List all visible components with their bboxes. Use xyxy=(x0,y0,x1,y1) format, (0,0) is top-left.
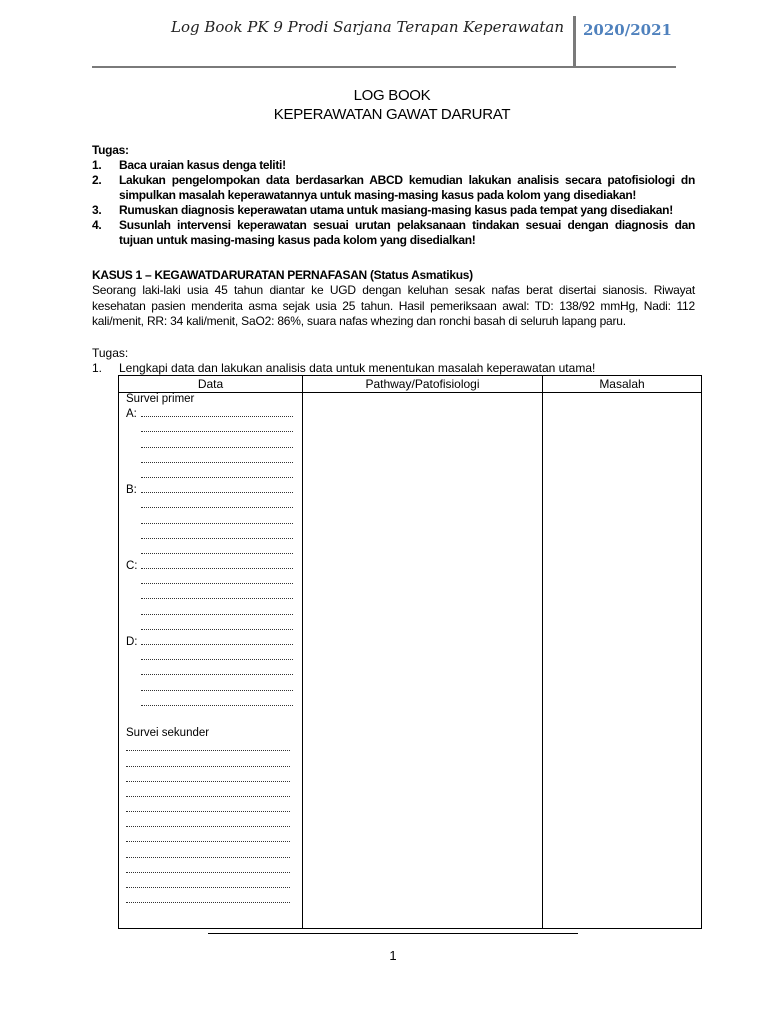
fill-line[interactable] xyxy=(141,408,293,417)
survei-sekunder-label: Survei sekunder xyxy=(126,727,210,740)
header-title: Log Book PK 9 Prodi Sarjana Terapan Keperawatan xyxy=(171,18,564,36)
header-divider xyxy=(573,16,576,66)
fill-line[interactable] xyxy=(141,651,293,660)
tugas2-label: Tugas: xyxy=(92,346,129,360)
task-text: Rumuskan diagnosis keperawatan utama untuk masiang-masing kasus pada tempat yang disediakan! xyxy=(119,203,673,217)
fill-line[interactable] xyxy=(126,758,290,767)
fill-line[interactable] xyxy=(141,621,293,630)
column-divider xyxy=(302,376,303,928)
task-list xyxy=(92,158,695,248)
task-text: Susunlah intervensi keperawatan sesuai urutan pelaksanaan tindakan sesuai dengan diagnosis dan tujuan untuk masing-masing kasus pada kolom yang disedialkan! xyxy=(119,218,695,247)
fill-line[interactable] xyxy=(141,499,293,508)
analysis-table xyxy=(118,375,702,929)
fill-line[interactable] xyxy=(141,454,293,463)
fill-line[interactable] xyxy=(141,682,293,691)
fill-line[interactable] xyxy=(141,590,293,599)
fill-line[interactable] xyxy=(141,560,293,569)
label-b: B: xyxy=(126,484,137,497)
task-number: 3. xyxy=(92,203,102,217)
fill-line[interactable] xyxy=(141,439,293,448)
data-column-cell xyxy=(126,392,296,908)
task-number: 4. xyxy=(92,218,102,232)
fill-line[interactable] xyxy=(126,864,290,873)
task-text: Baca uraian kasus denga teliti! xyxy=(119,158,286,172)
fill-line[interactable] xyxy=(126,818,290,827)
tugas-label: Tugas: xyxy=(92,143,129,157)
task-item xyxy=(92,218,695,248)
fill-line[interactable] xyxy=(141,484,293,493)
label-d: D: xyxy=(126,636,138,648)
footer-rule xyxy=(208,933,578,934)
fill-line[interactable] xyxy=(126,894,290,903)
task-number: 2. xyxy=(92,173,102,187)
column-divider xyxy=(542,376,543,928)
label-a-row xyxy=(126,407,296,422)
doc-title-line1: LOG BOOK xyxy=(353,87,431,104)
task-item xyxy=(92,203,695,218)
fill-line[interactable] xyxy=(126,879,290,888)
label-c: C: xyxy=(126,560,138,573)
fill-line[interactable] xyxy=(141,530,293,539)
fill-line[interactable] xyxy=(126,788,290,797)
fill-line[interactable] xyxy=(141,423,293,432)
fill-line[interactable] xyxy=(141,575,293,584)
task-number: 1. xyxy=(92,158,102,172)
page-number: 1 xyxy=(389,948,397,963)
case-title: KASUS 1 – KEGAWATDARURATAN PERNAFASAN (Status Asmatikus) xyxy=(92,268,473,282)
fill-line[interactable] xyxy=(126,773,290,782)
label-d-row xyxy=(126,635,296,650)
task-text: Lakukan pengelompokan data berdasarkan ABCD kemudian lakukan analisis secara patofisiologi dn simpulkan masalah keperawatannya untuk masing-masing kasus pada kolom yang disediakan! xyxy=(119,173,695,202)
tugas2-text: Lengkapi data dan lakukan analisis data untuk menentukan masalah keperawatan utama! xyxy=(119,361,596,375)
fill-line[interactable] xyxy=(141,545,293,554)
survei-primer-label: Survei primer xyxy=(126,393,195,405)
task-item xyxy=(92,158,695,173)
case-description: Seorang laki-laki usia 45 tahun diantar ke UGD dengan keluhan sesak nafas berat disertai sianosis. Riwayat kesehatan pasien menderita asma sejak usia 25 tahun. Hasil pemeriksaan awal: TD: 138/92 mmHg, Nadi: 112 kali/menit, RR: 34 kali/menit, SaO2: 86%, suara nafas whezing dan ronchi basah di seluruh lapang paru. xyxy=(92,283,695,328)
fill-line[interactable] xyxy=(126,833,290,842)
fill-line[interactable] xyxy=(141,666,293,675)
fill-line[interactable] xyxy=(126,742,290,751)
doc-title-line2: KEPERAWATAN GAWAT DARURAT xyxy=(273,106,511,123)
label-a: A: xyxy=(126,408,137,421)
header-year: 2020/2021 xyxy=(583,21,672,39)
fill-line[interactable] xyxy=(141,697,293,706)
label-c-row xyxy=(126,559,296,574)
fill-line[interactable] xyxy=(126,803,290,812)
fill-line[interactable] xyxy=(141,469,293,478)
tugas2-number: 1. xyxy=(92,361,103,375)
fill-line[interactable] xyxy=(126,849,290,858)
header-pathway: Pathway/Patofisiologi xyxy=(365,377,480,391)
task-item xyxy=(92,173,695,203)
header-rule xyxy=(92,66,676,68)
fill-line[interactable] xyxy=(141,606,293,615)
header-data: Data xyxy=(197,377,224,391)
label-b-row xyxy=(126,483,296,498)
header-masalah: Masalah xyxy=(599,377,645,391)
fill-line[interactable] xyxy=(141,636,293,645)
fill-line[interactable] xyxy=(141,515,293,524)
